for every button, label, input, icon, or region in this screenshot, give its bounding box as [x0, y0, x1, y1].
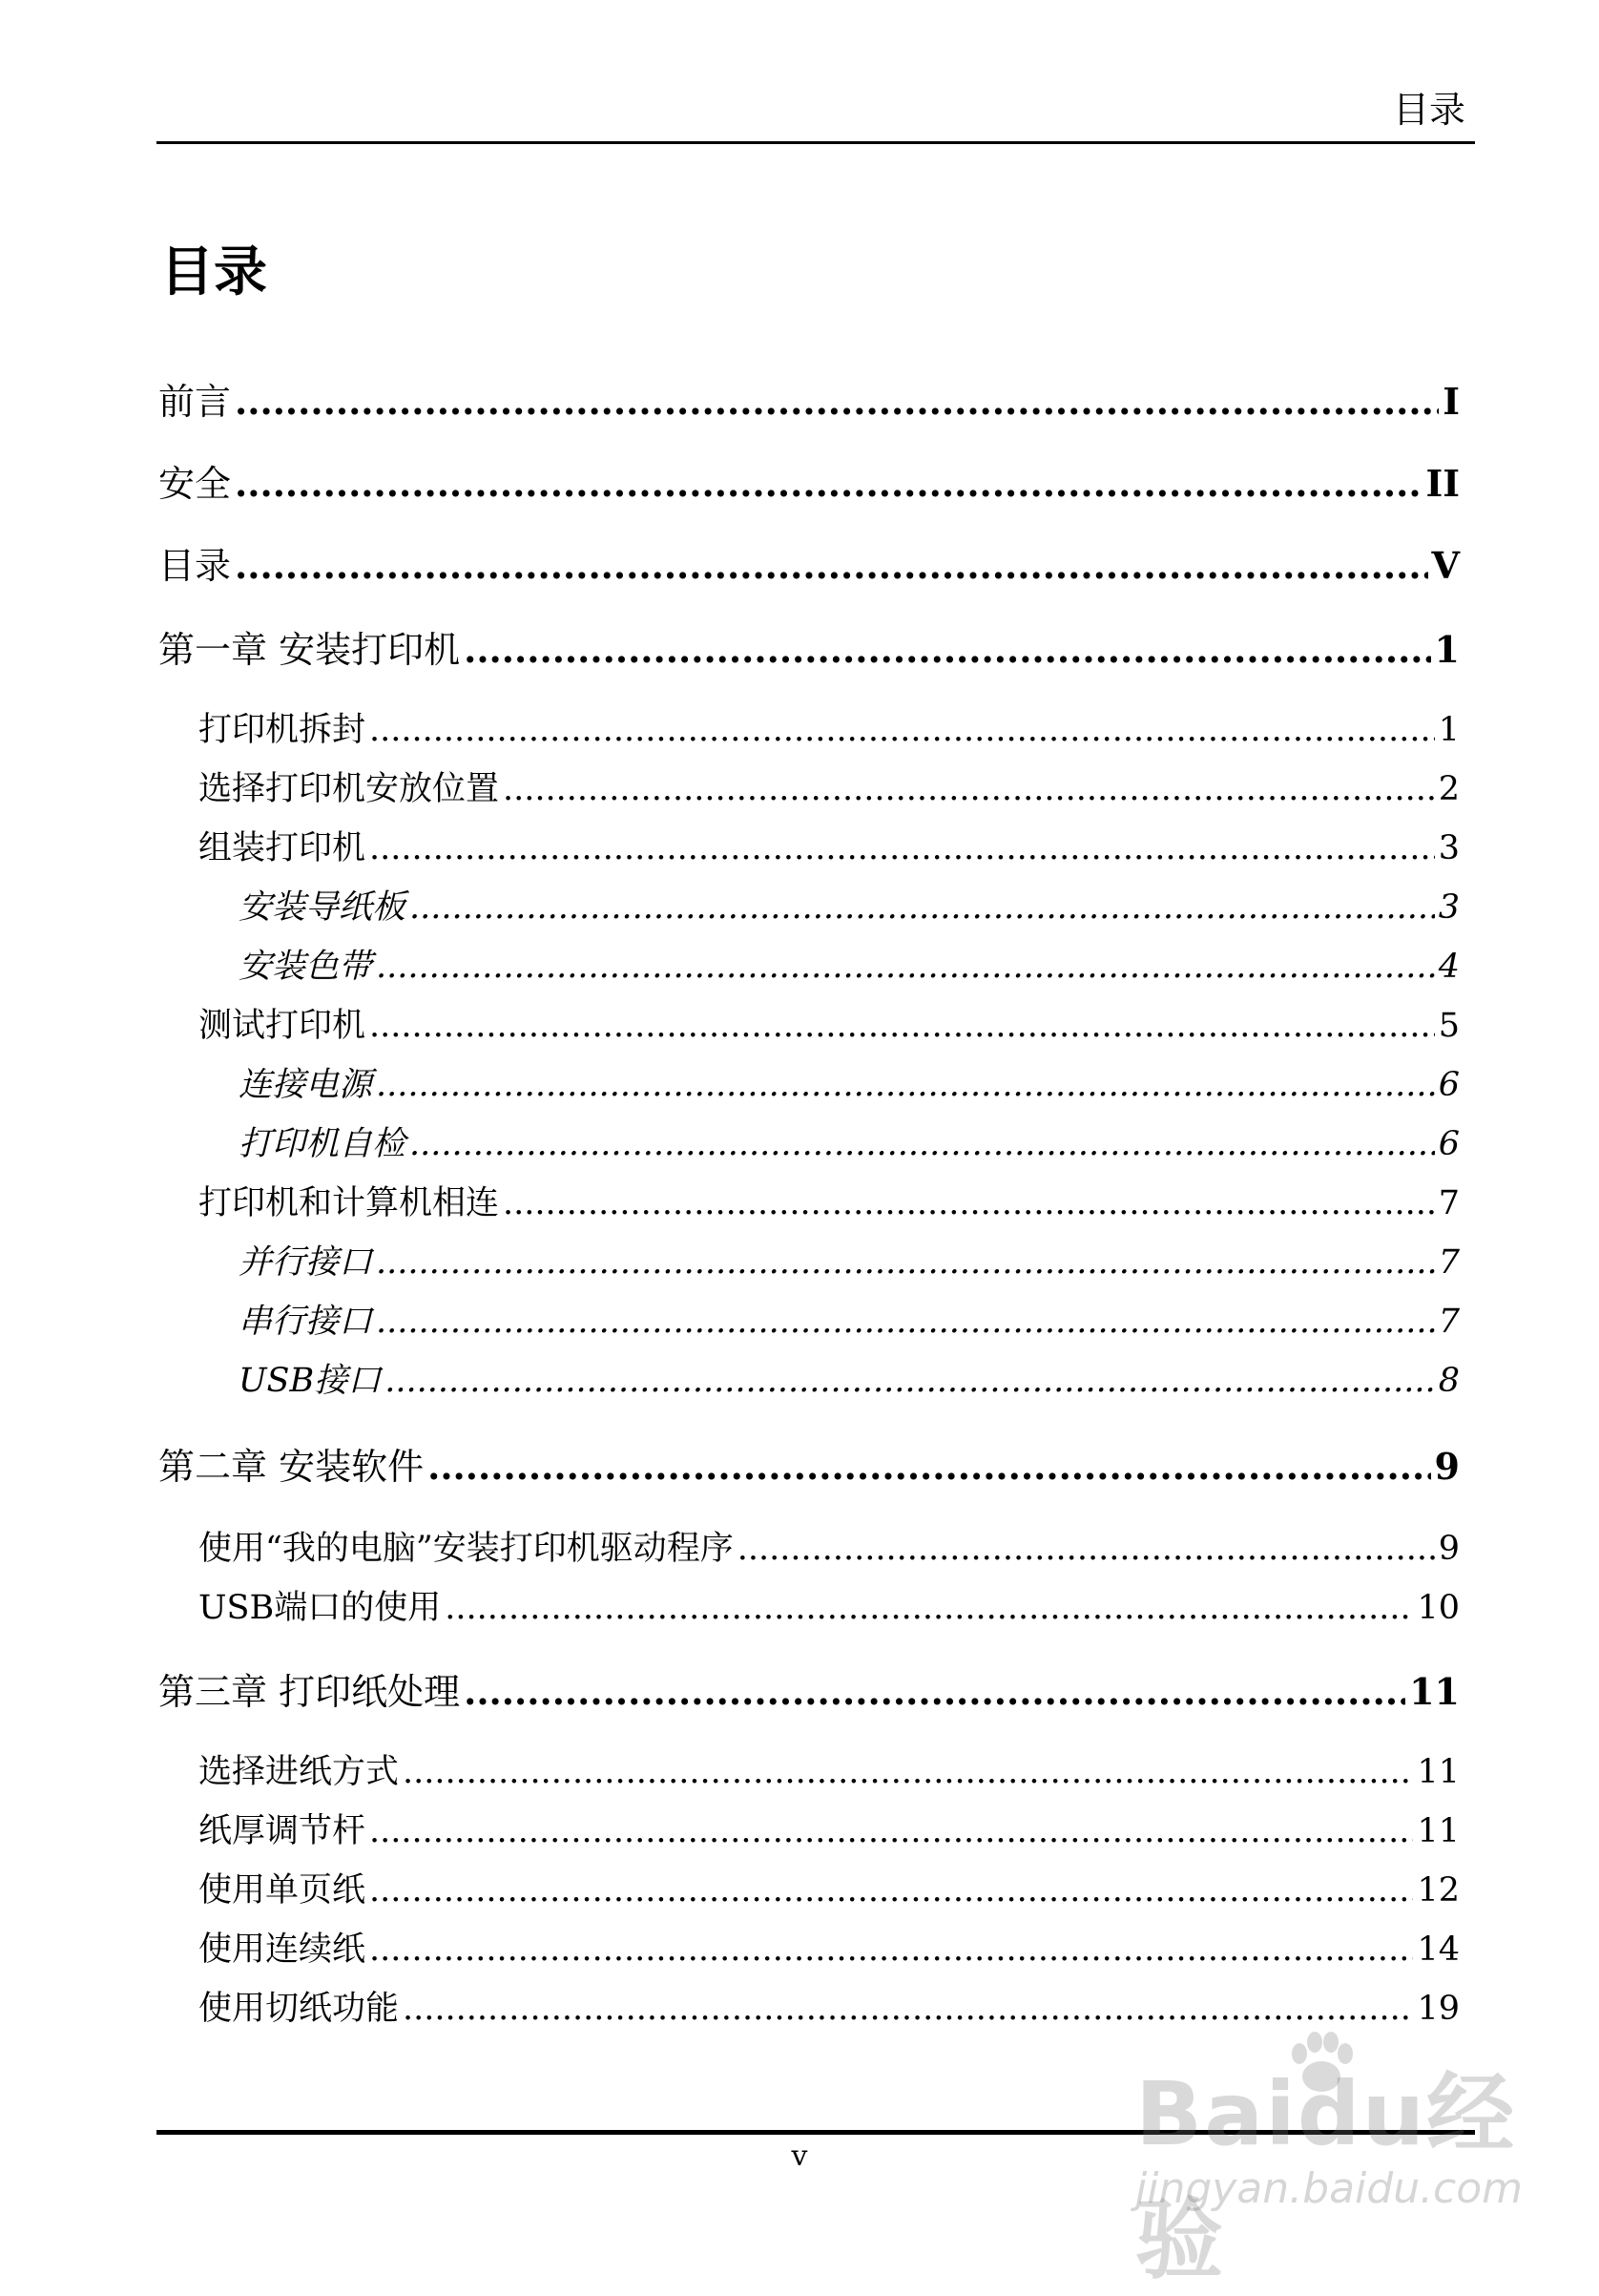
- dot-leader: [369, 830, 1435, 867]
- toc-entry-title: 并行接口: [239, 1243, 373, 1282]
- toc-entry-title: 目录: [158, 545, 232, 587]
- toc-entry-title: USB接口: [239, 1362, 382, 1400]
- dot-leader: [464, 1672, 1405, 1712]
- dot-leader: [376, 949, 1435, 986]
- toc-entry[interactable]: [239, 1244, 1460, 1282]
- toc-entry[interactable]: [198, 1008, 1460, 1045]
- page-title: 目录: [160, 241, 267, 303]
- dot-leader: [376, 1304, 1435, 1341]
- toc-entry-title: 安装色带: [239, 948, 373, 986]
- toc-entry-page: 11: [1409, 1670, 1460, 1713]
- toc-entry-page: 11: [1417, 1812, 1460, 1850]
- toc-entry[interactable]: [198, 1531, 1460, 1568]
- toc-entry[interactable]: [239, 949, 1460, 986]
- dot-leader: [384, 1363, 1435, 1400]
- toc-entry-page: 3: [1438, 829, 1460, 867]
- dot-leader: [403, 1754, 1413, 1791]
- page-number: v: [791, 2139, 808, 2173]
- dot-leader: [369, 1813, 1413, 1850]
- toc-entry-page: 4: [1438, 948, 1460, 986]
- toc-entry-title: 安装导纸板: [239, 888, 406, 927]
- dot-leader: [369, 1931, 1413, 1969]
- toc-entry-title: 纸厚调节杆: [198, 1812, 366, 1850]
- toc-entry-title: 选择进纸方式: [198, 1753, 400, 1791]
- toc-entry-title: 串行接口: [239, 1303, 373, 1341]
- dot-leader: [503, 771, 1435, 808]
- toc-entry-title: 选择打印机安放位置: [198, 770, 500, 808]
- toc-entry-page: V: [1431, 544, 1460, 587]
- toc-entry-page: 11: [1417, 1753, 1460, 1791]
- toc-entry[interactable]: [198, 712, 1460, 749]
- toc-entry-title: 打印机自检: [239, 1125, 406, 1163]
- toc-entry-page: 5: [1438, 1007, 1460, 1045]
- toc-entry-page: 7: [1438, 1303, 1460, 1341]
- toc-entry-contents[interactable]: [158, 546, 1460, 587]
- toc-entry-page: 3: [1438, 888, 1460, 927]
- toc-entry-page: 12: [1417, 1871, 1460, 1910]
- toc-entry-page: 2: [1438, 770, 1460, 808]
- toc-entry-page: 7: [1438, 1243, 1460, 1282]
- dot-leader: [235, 546, 1428, 586]
- toc-entry[interactable]: [198, 1931, 1460, 1969]
- toc-entry-preface[interactable]: [158, 382, 1460, 423]
- toc-entry-chapter-1[interactable]: [158, 630, 1460, 671]
- toc-entry-title: 安全: [158, 463, 232, 505]
- toc-entry-page: 6: [1438, 1066, 1460, 1104]
- toc-entry-page: 9: [1438, 1530, 1460, 1568]
- toc-entry[interactable]: [198, 1185, 1460, 1222]
- toc-entry-page: 1: [1438, 711, 1460, 749]
- watermark: [1135, 2021, 1524, 2291]
- toc-entry-title: 使用单页纸: [198, 1871, 366, 1910]
- toc-entry-title: 第二章 安装软件: [158, 1446, 425, 1488]
- dot-leader: [737, 1531, 1435, 1568]
- running-header: 目录: [1392, 89, 1465, 131]
- dot-leader: [235, 464, 1422, 504]
- toc-entry[interactable]: [198, 1813, 1460, 1850]
- toc-entry-page: I: [1443, 380, 1460, 423]
- toc-entry[interactable]: [198, 1754, 1460, 1791]
- toc-entry[interactable]: [239, 1304, 1460, 1341]
- toc-entry-chapter-3[interactable]: [158, 1672, 1460, 1713]
- toc-entry[interactable]: [239, 1067, 1460, 1104]
- dot-leader: [376, 1244, 1435, 1282]
- dot-leader: [427, 1447, 1430, 1487]
- toc-entry[interactable]: [239, 1126, 1460, 1163]
- toc-entry-title: USB端口的使用: [198, 1589, 442, 1627]
- toc-entry-page: 9: [1434, 1445, 1460, 1488]
- toc-entry[interactable]: [198, 1590, 1460, 1627]
- toc-entry-chapter-2[interactable]: [158, 1447, 1460, 1488]
- toc-entry-page: 7: [1438, 1184, 1460, 1222]
- dot-leader: [464, 630, 1430, 670]
- toc-entry-title: 连接电源: [239, 1066, 373, 1104]
- toc-entry[interactable]: [198, 771, 1460, 808]
- dot-leader: [503, 1185, 1435, 1222]
- toc-entry[interactable]: [239, 1363, 1460, 1400]
- dot-leader: [369, 1872, 1413, 1910]
- toc-entry-title: 第三章 打印纸处理: [158, 1671, 461, 1713]
- header-rule: [156, 141, 1475, 144]
- dot-leader: [369, 712, 1435, 749]
- dot-leader: [409, 889, 1435, 927]
- toc-entry-page: 1: [1434, 628, 1460, 671]
- toc-entry-page: 8: [1438, 1362, 1460, 1400]
- toc-entry-safety[interactable]: [158, 464, 1460, 505]
- toc-entry-page: 6: [1438, 1125, 1460, 1163]
- toc-entry-title: 第一章 安装打印机: [158, 629, 461, 671]
- dot-leader: [235, 382, 1439, 422]
- toc-entry-title: 组装打印机: [198, 829, 366, 867]
- toc-entry-title: 打印机和计算机相连: [198, 1184, 500, 1222]
- toc-entry[interactable]: [198, 1872, 1460, 1910]
- toc-entry-page: 19: [1417, 1990, 1460, 2028]
- dot-leader: [376, 1067, 1435, 1104]
- toc-entry-title: 使用连续纸: [198, 1931, 366, 1969]
- toc-entry-page: 14: [1417, 1931, 1460, 1969]
- toc-entry-title: 前言: [158, 381, 232, 423]
- watermark-brand: Baidu经验: [1135, 2063, 1517, 2291]
- toc-entry-title: 测试打印机: [198, 1007, 366, 1045]
- dot-leader: [369, 1008, 1435, 1045]
- toc-entry-page: II: [1425, 462, 1460, 505]
- toc-entry[interactable]: [239, 889, 1460, 927]
- toc-entry-page: 10: [1417, 1589, 1460, 1627]
- dot-leader: [445, 1590, 1413, 1627]
- toc-entry-title: 打印机拆封: [198, 711, 366, 749]
- toc-entry-title: 使用“我的电脑”安装打印机驱动程序: [198, 1530, 734, 1568]
- dot-leader: [409, 1126, 1435, 1163]
- watermark-url: jingyan.baidu.com: [1135, 2164, 1524, 2213]
- toc-entry-title: 使用切纸功能: [198, 1990, 400, 2028]
- toc-entry[interactable]: [198, 830, 1460, 867]
